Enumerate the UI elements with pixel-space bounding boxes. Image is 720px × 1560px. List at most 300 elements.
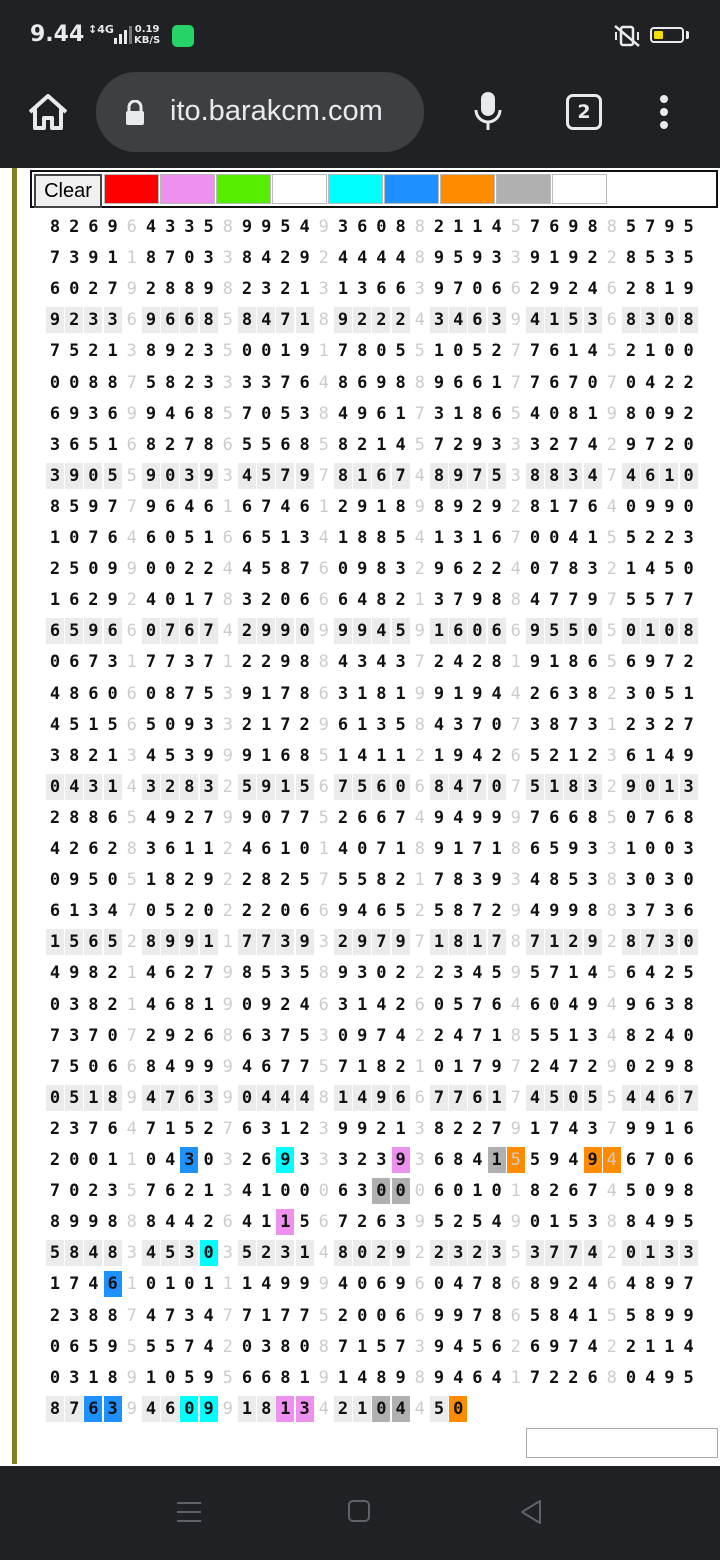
grid-cell[interactable]: 2: [491, 901, 502, 922]
grid-cell[interactable]: 8: [49, 217, 61, 237]
grid-cell[interactable]: 2: [433, 652, 445, 673]
grid-cell[interactable]: 4: [203, 1336, 214, 1357]
grid-cell[interactable]: 6: [549, 683, 560, 704]
grid-cell[interactable]: 7: [510, 776, 521, 797]
grid-cell[interactable]: 6: [280, 745, 291, 766]
grid-cell[interactable]: 7: [568, 372, 579, 393]
grid-cell[interactable]: 9: [222, 807, 233, 828]
grid-cell[interactable]: 3: [587, 870, 598, 891]
grid-cell[interactable]: 6: [468, 1085, 486, 1111]
grid-cell[interactable]: 0: [280, 901, 291, 922]
grid-cell[interactable]: 7: [203, 963, 214, 984]
grid-cell[interactable]: 6: [376, 1212, 387, 1233]
grid-cell[interactable]: 3: [510, 434, 521, 455]
grid-cell[interactable]: 3: [664, 248, 675, 269]
grid-cell[interactable]: 4: [645, 1367, 656, 1388]
grid-cell[interactable]: 9: [526, 618, 544, 644]
grid-cell[interactable]: 9: [645, 652, 656, 673]
grid-cell[interactable]: 9: [433, 1305, 445, 1326]
grid-cell[interactable]: 7: [203, 652, 214, 673]
grid-cell[interactable]: 3: [49, 745, 61, 766]
grid-cell[interactable]: 7: [680, 1085, 698, 1111]
grid-cell[interactable]: 8: [280, 1367, 291, 1388]
grid-cell[interactable]: 1: [468, 929, 486, 955]
grid-cell[interactable]: 8: [318, 1336, 329, 1357]
grid-cell[interactable]: 6: [184, 403, 195, 424]
grid-cell[interactable]: 3: [203, 248, 214, 269]
grid-cell[interactable]: 3: [449, 1240, 467, 1266]
grid-cell[interactable]: 7: [683, 1274, 694, 1295]
grid-cell[interactable]: 3: [526, 1240, 544, 1266]
grid-cell[interactable]: 9: [472, 807, 483, 828]
grid-cell[interactable]: 1: [488, 1085, 506, 1111]
grid-cell[interactable]: 0: [549, 994, 560, 1015]
grid-cell[interactable]: 6: [126, 434, 137, 455]
grid-cell[interactable]: 4: [357, 901, 368, 922]
grid-cell[interactable]: 0: [280, 590, 291, 611]
grid-cell[interactable]: 2: [184, 1181, 195, 1202]
grid-cell[interactable]: 0: [549, 403, 560, 424]
grid-cell[interactable]: 7: [280, 714, 291, 735]
grid-cell[interactable]: 4: [337, 1274, 349, 1295]
grid-cell[interactable]: 0: [261, 341, 272, 362]
grid-cell[interactable]: 6: [414, 1274, 425, 1295]
grid-cell[interactable]: 9: [414, 1212, 425, 1233]
grid-cell[interactable]: 5: [529, 1025, 541, 1046]
grid-cell[interactable]: 6: [529, 1336, 541, 1357]
grid-cell[interactable]: 0: [241, 1336, 253, 1357]
grid-cell[interactable]: 0: [241, 994, 253, 1015]
grid-cell[interactable]: 4: [145, 994, 157, 1015]
grid-cell[interactable]: 0: [414, 1181, 425, 1202]
grid-cell[interactable]: 3: [104, 307, 122, 333]
grid-cell[interactable]: 1: [337, 528, 349, 548]
grid-cell[interactable]: 3: [584, 774, 602, 800]
grid-cell[interactable]: 3: [126, 1243, 137, 1264]
grid-cell[interactable]: 5: [683, 217, 694, 237]
grid-cell[interactable]: 3: [104, 1396, 122, 1422]
grid-cell[interactable]: 6: [126, 217, 137, 237]
recent-apps-icon[interactable]: [176, 1500, 202, 1524]
grid-cell[interactable]: 1: [88, 1367, 99, 1388]
grid-cell[interactable]: 5: [145, 1336, 157, 1357]
grid-cell[interactable]: 1: [107, 434, 118, 455]
grid-cell[interactable]: 8: [510, 932, 521, 953]
grid-cell[interactable]: 8: [414, 217, 425, 237]
grid-cell[interactable]: 0: [165, 528, 176, 548]
grid-cell[interactable]: 0: [69, 372, 80, 393]
grid-cell[interactable]: 3: [318, 1118, 329, 1139]
grid-cell[interactable]: 7: [49, 1025, 61, 1046]
grid-cell[interactable]: 4: [337, 403, 349, 424]
grid-cell[interactable]: 4: [529, 870, 541, 891]
grid-cell[interactable]: 0: [376, 217, 387, 237]
grid-cell[interactable]: 2: [357, 434, 368, 455]
grid-cell[interactable]: 1: [280, 528, 291, 548]
grid-cell[interactable]: 0: [261, 807, 272, 828]
grid-cell[interactable]: 1: [641, 1240, 659, 1266]
grid-cell[interactable]: 9: [318, 217, 329, 237]
grid-cell[interactable]: 9: [433, 839, 445, 859]
grid-cell[interactable]: 1: [549, 496, 560, 517]
grid-cell[interactable]: 8: [453, 1150, 464, 1170]
grid-cell[interactable]: 7: [334, 774, 352, 800]
grid-cell[interactable]: 9: [222, 745, 233, 766]
grid-cell[interactable]: 5: [625, 590, 637, 611]
grid-cell[interactable]: 1: [549, 248, 560, 269]
grid-cell[interactable]: 8: [337, 434, 349, 455]
grid-cell[interactable]: 6: [46, 618, 64, 644]
grid-cell[interactable]: 6: [568, 807, 579, 828]
grid-cell[interactable]: 2: [49, 1150, 61, 1170]
grid-cell[interactable]: 7: [280, 683, 291, 704]
grid-cell[interactable]: 8: [318, 310, 329, 331]
grid-cell[interactable]: 5: [529, 963, 541, 984]
grid-cell[interactable]: 3: [433, 590, 445, 611]
grid-cell[interactable]: 4: [606, 1181, 617, 1202]
grid-cell[interactable]: 8: [165, 683, 176, 704]
grid-cell[interactable]: 7: [549, 559, 560, 580]
grid-cell[interactable]: 4: [529, 403, 541, 424]
grid-cell[interactable]: 3: [584, 307, 602, 333]
grid-cell[interactable]: 1: [357, 1056, 368, 1077]
grid-cell[interactable]: 9: [280, 652, 291, 673]
grid-cell[interactable]: 7: [145, 652, 157, 673]
grid-cell[interactable]: 7: [683, 590, 694, 611]
grid-cell[interactable]: 3: [472, 870, 483, 891]
grid-cell[interactable]: 3: [587, 559, 598, 580]
grid-cell[interactable]: 0: [337, 1025, 349, 1046]
grid-cell[interactable]: 0: [491, 1181, 502, 1202]
grid-cell[interactable]: 3: [261, 1118, 272, 1139]
grid-cell[interactable]: 5: [222, 403, 233, 424]
color-swatch[interactable]: [552, 174, 607, 204]
grid-cell[interactable]: 6: [222, 528, 233, 548]
grid-cell[interactable]: 2: [664, 714, 675, 735]
grid-cell[interactable]: 5: [510, 217, 521, 237]
grid-cell[interactable]: 8: [622, 929, 640, 955]
grid-cell[interactable]: 0: [372, 1396, 390, 1422]
grid-cell[interactable]: 2: [88, 1181, 99, 1202]
grid-cell[interactable]: 7: [529, 1367, 541, 1388]
grid-cell[interactable]: 7: [88, 528, 99, 548]
grid-cell[interactable]: 2: [107, 963, 118, 984]
grid-cell[interactable]: 8: [645, 279, 656, 300]
grid-cell[interactable]: 8: [145, 1212, 157, 1233]
grid-cell[interactable]: 4: [145, 1305, 157, 1326]
grid-cell[interactable]: 5: [222, 310, 233, 331]
grid-cell[interactable]: 9: [203, 1056, 214, 1077]
grid-cell[interactable]: 1: [453, 1056, 464, 1077]
grid-cell[interactable]: 8: [238, 307, 256, 333]
grid-cell[interactable]: 5: [472, 1212, 483, 1233]
grid-cell[interactable]: 0: [468, 618, 486, 644]
grid-cell[interactable]: 0: [529, 1212, 541, 1233]
grid-cell[interactable]: 5: [395, 341, 406, 362]
grid-cell[interactable]: 5: [683, 1212, 694, 1233]
grid-cell[interactable]: 7: [472, 1025, 483, 1046]
grid-cell[interactable]: 3: [318, 279, 329, 300]
grid-cell[interactable]: 2: [203, 1118, 214, 1139]
grid-cell[interactable]: 3: [203, 341, 214, 362]
grid-cell[interactable]: 0: [433, 1056, 445, 1077]
grid-cell[interactable]: 3: [276, 1240, 294, 1266]
grid-cell[interactable]: 3: [357, 279, 368, 300]
grid-cell[interactable]: 4: [145, 590, 157, 611]
grid-cell[interactable]: 1: [625, 559, 637, 580]
grid-cell[interactable]: 9: [395, 1274, 406, 1295]
grid-cell[interactable]: 7: [529, 341, 541, 362]
grid-cell[interactable]: 7: [472, 714, 483, 735]
grid-cell[interactable]: 7: [430, 1085, 448, 1111]
grid-cell[interactable]: 3: [414, 279, 425, 300]
grid-cell[interactable]: 0: [683, 434, 694, 455]
grid-cell[interactable]: 5: [88, 434, 99, 455]
grid-cell[interactable]: 5: [69, 1056, 80, 1077]
grid-cell[interactable]: 8: [625, 1025, 637, 1046]
grid-cell[interactable]: 0: [549, 528, 560, 548]
grid-cell[interactable]: 3: [222, 1150, 233, 1170]
grid-cell[interactable]: 2: [280, 248, 291, 269]
grid-cell[interactable]: 9: [453, 496, 464, 517]
grid-cell[interactable]: 5: [510, 403, 521, 424]
grid-cell[interactable]: 3: [184, 745, 195, 766]
grid-cell[interactable]: 4: [318, 1398, 329, 1419]
grid-cell[interactable]: 8: [587, 807, 598, 828]
grid-cell[interactable]: 8: [318, 1087, 329, 1108]
grid-cell[interactable]: 2: [88, 279, 99, 300]
grid-cell[interactable]: 4: [357, 1367, 368, 1388]
grid-cell[interactable]: 0: [645, 683, 656, 704]
grid-cell[interactable]: 6: [587, 1367, 598, 1388]
grid-cell[interactable]: 3: [491, 434, 502, 455]
grid-cell[interactable]: 3: [453, 963, 464, 984]
grid-cell[interactable]: 3: [510, 870, 521, 891]
grid-cell[interactable]: 9: [296, 463, 314, 489]
grid-cell[interactable]: 4: [392, 1396, 410, 1422]
grid-cell[interactable]: 0: [296, 618, 314, 644]
grid-cell[interactable]: 8: [414, 714, 425, 735]
grid-cell[interactable]: 4: [645, 963, 656, 984]
grid-cell[interactable]: 4: [241, 1181, 253, 1202]
grid-cell[interactable]: 7: [299, 1305, 310, 1326]
grid-cell[interactable]: 0: [680, 463, 698, 489]
grid-cell[interactable]: 0: [453, 1181, 464, 1202]
grid-cell[interactable]: 9: [276, 1147, 294, 1173]
grid-cell[interactable]: 0: [200, 1240, 218, 1266]
grid-cell[interactable]: 0: [49, 870, 61, 891]
grid-cell[interactable]: 7: [299, 807, 310, 828]
grid-cell[interactable]: 6: [299, 901, 310, 922]
grid-cell[interactable]: 9: [414, 496, 425, 517]
grid-cell[interactable]: 4: [49, 683, 61, 704]
grid-cell[interactable]: 4: [165, 403, 176, 424]
grid-cell[interactable]: 1: [664, 1118, 675, 1139]
grid-cell[interactable]: 2: [222, 901, 233, 922]
grid-cell[interactable]: 2: [645, 1056, 656, 1077]
grid-cell[interactable]: 4: [453, 1025, 464, 1046]
grid-cell[interactable]: 8: [680, 307, 698, 333]
grid-cell[interactable]: 8: [376, 1367, 387, 1388]
grid-cell[interactable]: 9: [357, 496, 368, 517]
grid-cell[interactable]: 7: [491, 1118, 502, 1139]
grid-cell[interactable]: 8: [622, 307, 640, 333]
grid-cell[interactable]: 1: [280, 1118, 291, 1139]
grid-cell[interactable]: 2: [49, 807, 61, 828]
grid-cell[interactable]: 2: [414, 901, 425, 922]
grid-cell[interactable]: 8: [69, 683, 80, 704]
grid-cell[interactable]: 1: [545, 774, 563, 800]
grid-cell[interactable]: 9: [126, 559, 137, 580]
grid-cell[interactable]: 7: [526, 929, 544, 955]
grid-cell[interactable]: 9: [337, 1118, 349, 1139]
grid-cell[interactable]: 5: [606, 621, 617, 642]
grid-cell[interactable]: 8: [606, 870, 617, 891]
grid-cell[interactable]: 3: [587, 1212, 598, 1233]
grid-cell[interactable]: 4: [568, 1305, 579, 1326]
grid-cell[interactable]: 5: [433, 901, 445, 922]
grid-cell[interactable]: 4: [296, 1085, 314, 1111]
grid-cell[interactable]: 7: [645, 807, 656, 828]
home-icon[interactable]: [26, 92, 70, 132]
grid-cell[interactable]: 4: [337, 248, 349, 269]
grid-cell[interactable]: 3: [184, 652, 195, 673]
grid-cell[interactable]: 4: [606, 994, 617, 1015]
grid-cell[interactable]: 3: [69, 1118, 80, 1139]
grid-cell[interactable]: 1: [334, 1085, 352, 1111]
grid-cell[interactable]: 9: [184, 714, 195, 735]
grid-cell[interactable]: 7: [510, 714, 521, 735]
grid-cell[interactable]: 7: [376, 1025, 387, 1046]
grid-cell[interactable]: 8: [241, 963, 253, 984]
grid-cell[interactable]: 4: [184, 496, 195, 517]
grid-cell[interactable]: 8: [680, 618, 698, 644]
grid-cell[interactable]: 6: [529, 994, 541, 1015]
grid-cell[interactable]: 7: [203, 590, 214, 611]
grid-cell[interactable]: 1: [107, 745, 118, 766]
grid-cell[interactable]: 9: [203, 870, 214, 891]
grid-cell[interactable]: 8: [430, 774, 448, 800]
grid-cell[interactable]: 1: [184, 839, 195, 859]
grid-cell[interactable]: 5: [318, 745, 329, 766]
grid-cell[interactable]: 9: [241, 745, 253, 766]
grid-cell[interactable]: 5: [625, 217, 637, 237]
grid-cell[interactable]: 1: [276, 1209, 294, 1235]
grid-cell[interactable]: 5: [126, 1336, 137, 1357]
grid-cell[interactable]: 9: [145, 496, 157, 517]
grid-cell[interactable]: 9: [334, 307, 352, 333]
grid-cell[interactable]: 7: [549, 590, 560, 611]
grid-cell[interactable]: 7: [126, 901, 137, 922]
grid-cell[interactable]: 0: [184, 248, 195, 269]
grid-cell[interactable]: 4: [318, 528, 329, 548]
grid-cell[interactable]: 4: [222, 621, 233, 642]
grid-cell[interactable]: 3: [664, 994, 675, 1015]
grid-cell[interactable]: 5: [65, 929, 83, 955]
grid-cell[interactable]: 9: [65, 463, 83, 489]
grid-cell[interactable]: 9: [664, 1212, 675, 1233]
grid-cell[interactable]: 3: [683, 528, 694, 548]
grid-cell[interactable]: 6: [625, 963, 637, 984]
grid-cell[interactable]: 6: [491, 1336, 502, 1357]
grid-cell[interactable]: 5: [165, 901, 176, 922]
grid-cell[interactable]: 2: [564, 929, 582, 955]
grid-cell[interactable]: 9: [318, 621, 329, 642]
grid-cell[interactable]: 9: [126, 1367, 137, 1388]
grid-cell[interactable]: 2: [126, 932, 137, 953]
grid-cell[interactable]: 6: [88, 683, 99, 704]
grid-cell[interactable]: 2: [414, 963, 425, 984]
grid-cell[interactable]: 8: [430, 463, 448, 489]
grid-cell[interactable]: 5: [433, 1212, 445, 1233]
grid-cell[interactable]: 1: [276, 1396, 294, 1422]
grid-cell[interactable]: 4: [337, 652, 349, 673]
grid-cell[interactable]: 1: [430, 929, 448, 955]
grid-cell[interactable]: 4: [203, 1305, 214, 1326]
grid-cell[interactable]: 5: [430, 1396, 448, 1422]
grid-cell[interactable]: 5: [510, 1243, 521, 1264]
grid-cell[interactable]: 0: [357, 1274, 368, 1295]
grid-cell[interactable]: 3: [88, 403, 99, 424]
grid-cell[interactable]: 1: [395, 683, 406, 704]
grid-cell[interactable]: 3: [222, 465, 233, 486]
grid-cell[interactable]: 0: [69, 279, 80, 300]
grid-cell[interactable]: 7: [184, 1336, 195, 1357]
grid-cell[interactable]: 9: [126, 1087, 137, 1108]
grid-cell[interactable]: 1: [318, 839, 329, 859]
grid-cell[interactable]: 6: [337, 714, 349, 735]
grid-cell[interactable]: 0: [107, 870, 118, 891]
grid-cell[interactable]: 8: [587, 683, 598, 704]
grid-cell[interactable]: 6: [625, 652, 637, 673]
grid-cell[interactable]: 6: [107, 528, 118, 548]
grid-cell[interactable]: 3: [430, 307, 448, 333]
grid-cell[interactable]: 1: [203, 839, 214, 859]
grid-cell[interactable]: 4: [414, 807, 425, 828]
grid-cell[interactable]: 8: [510, 839, 521, 859]
grid-cell[interactable]: 4: [241, 839, 253, 859]
grid-cell[interactable]: 4: [491, 217, 502, 237]
grid-cell[interactable]: 5: [683, 248, 694, 269]
grid-cell[interactable]: 4: [587, 279, 598, 300]
grid-cell[interactable]: 5: [238, 774, 256, 800]
grid-cell[interactable]: 3: [625, 870, 637, 891]
grid-cell[interactable]: 3: [587, 1118, 598, 1139]
grid-cell[interactable]: 4: [526, 307, 544, 333]
grid-cell[interactable]: 6: [107, 1056, 118, 1077]
grid-cell[interactable]: 4: [472, 1150, 483, 1170]
grid-cell[interactable]: 9: [165, 341, 176, 362]
grid-cell[interactable]: 1: [261, 714, 272, 735]
grid-cell[interactable]: 6: [683, 901, 694, 922]
grid-cell[interactable]: 5: [625, 1305, 637, 1326]
grid-cell[interactable]: 1: [353, 1396, 371, 1422]
grid-cell[interactable]: 6: [104, 1271, 122, 1297]
grid-cell[interactable]: 6: [126, 714, 137, 735]
grid-cell[interactable]: 3: [126, 341, 137, 362]
grid-cell[interactable]: 5: [683, 1367, 694, 1388]
grid-cell[interactable]: 1: [318, 496, 329, 517]
grid-cell[interactable]: 8: [568, 403, 579, 424]
grid-cell[interactable]: 8: [280, 1336, 291, 1357]
grid-cell[interactable]: 2: [683, 403, 694, 424]
grid-cell[interactable]: 1: [357, 994, 368, 1015]
color-swatch[interactable]: [272, 174, 327, 204]
grid-cell[interactable]: 0: [622, 1240, 640, 1266]
grid-cell[interactable]: 5: [606, 807, 617, 828]
grid-cell[interactable]: 3: [641, 307, 659, 333]
grid-cell[interactable]: 1: [49, 528, 61, 548]
